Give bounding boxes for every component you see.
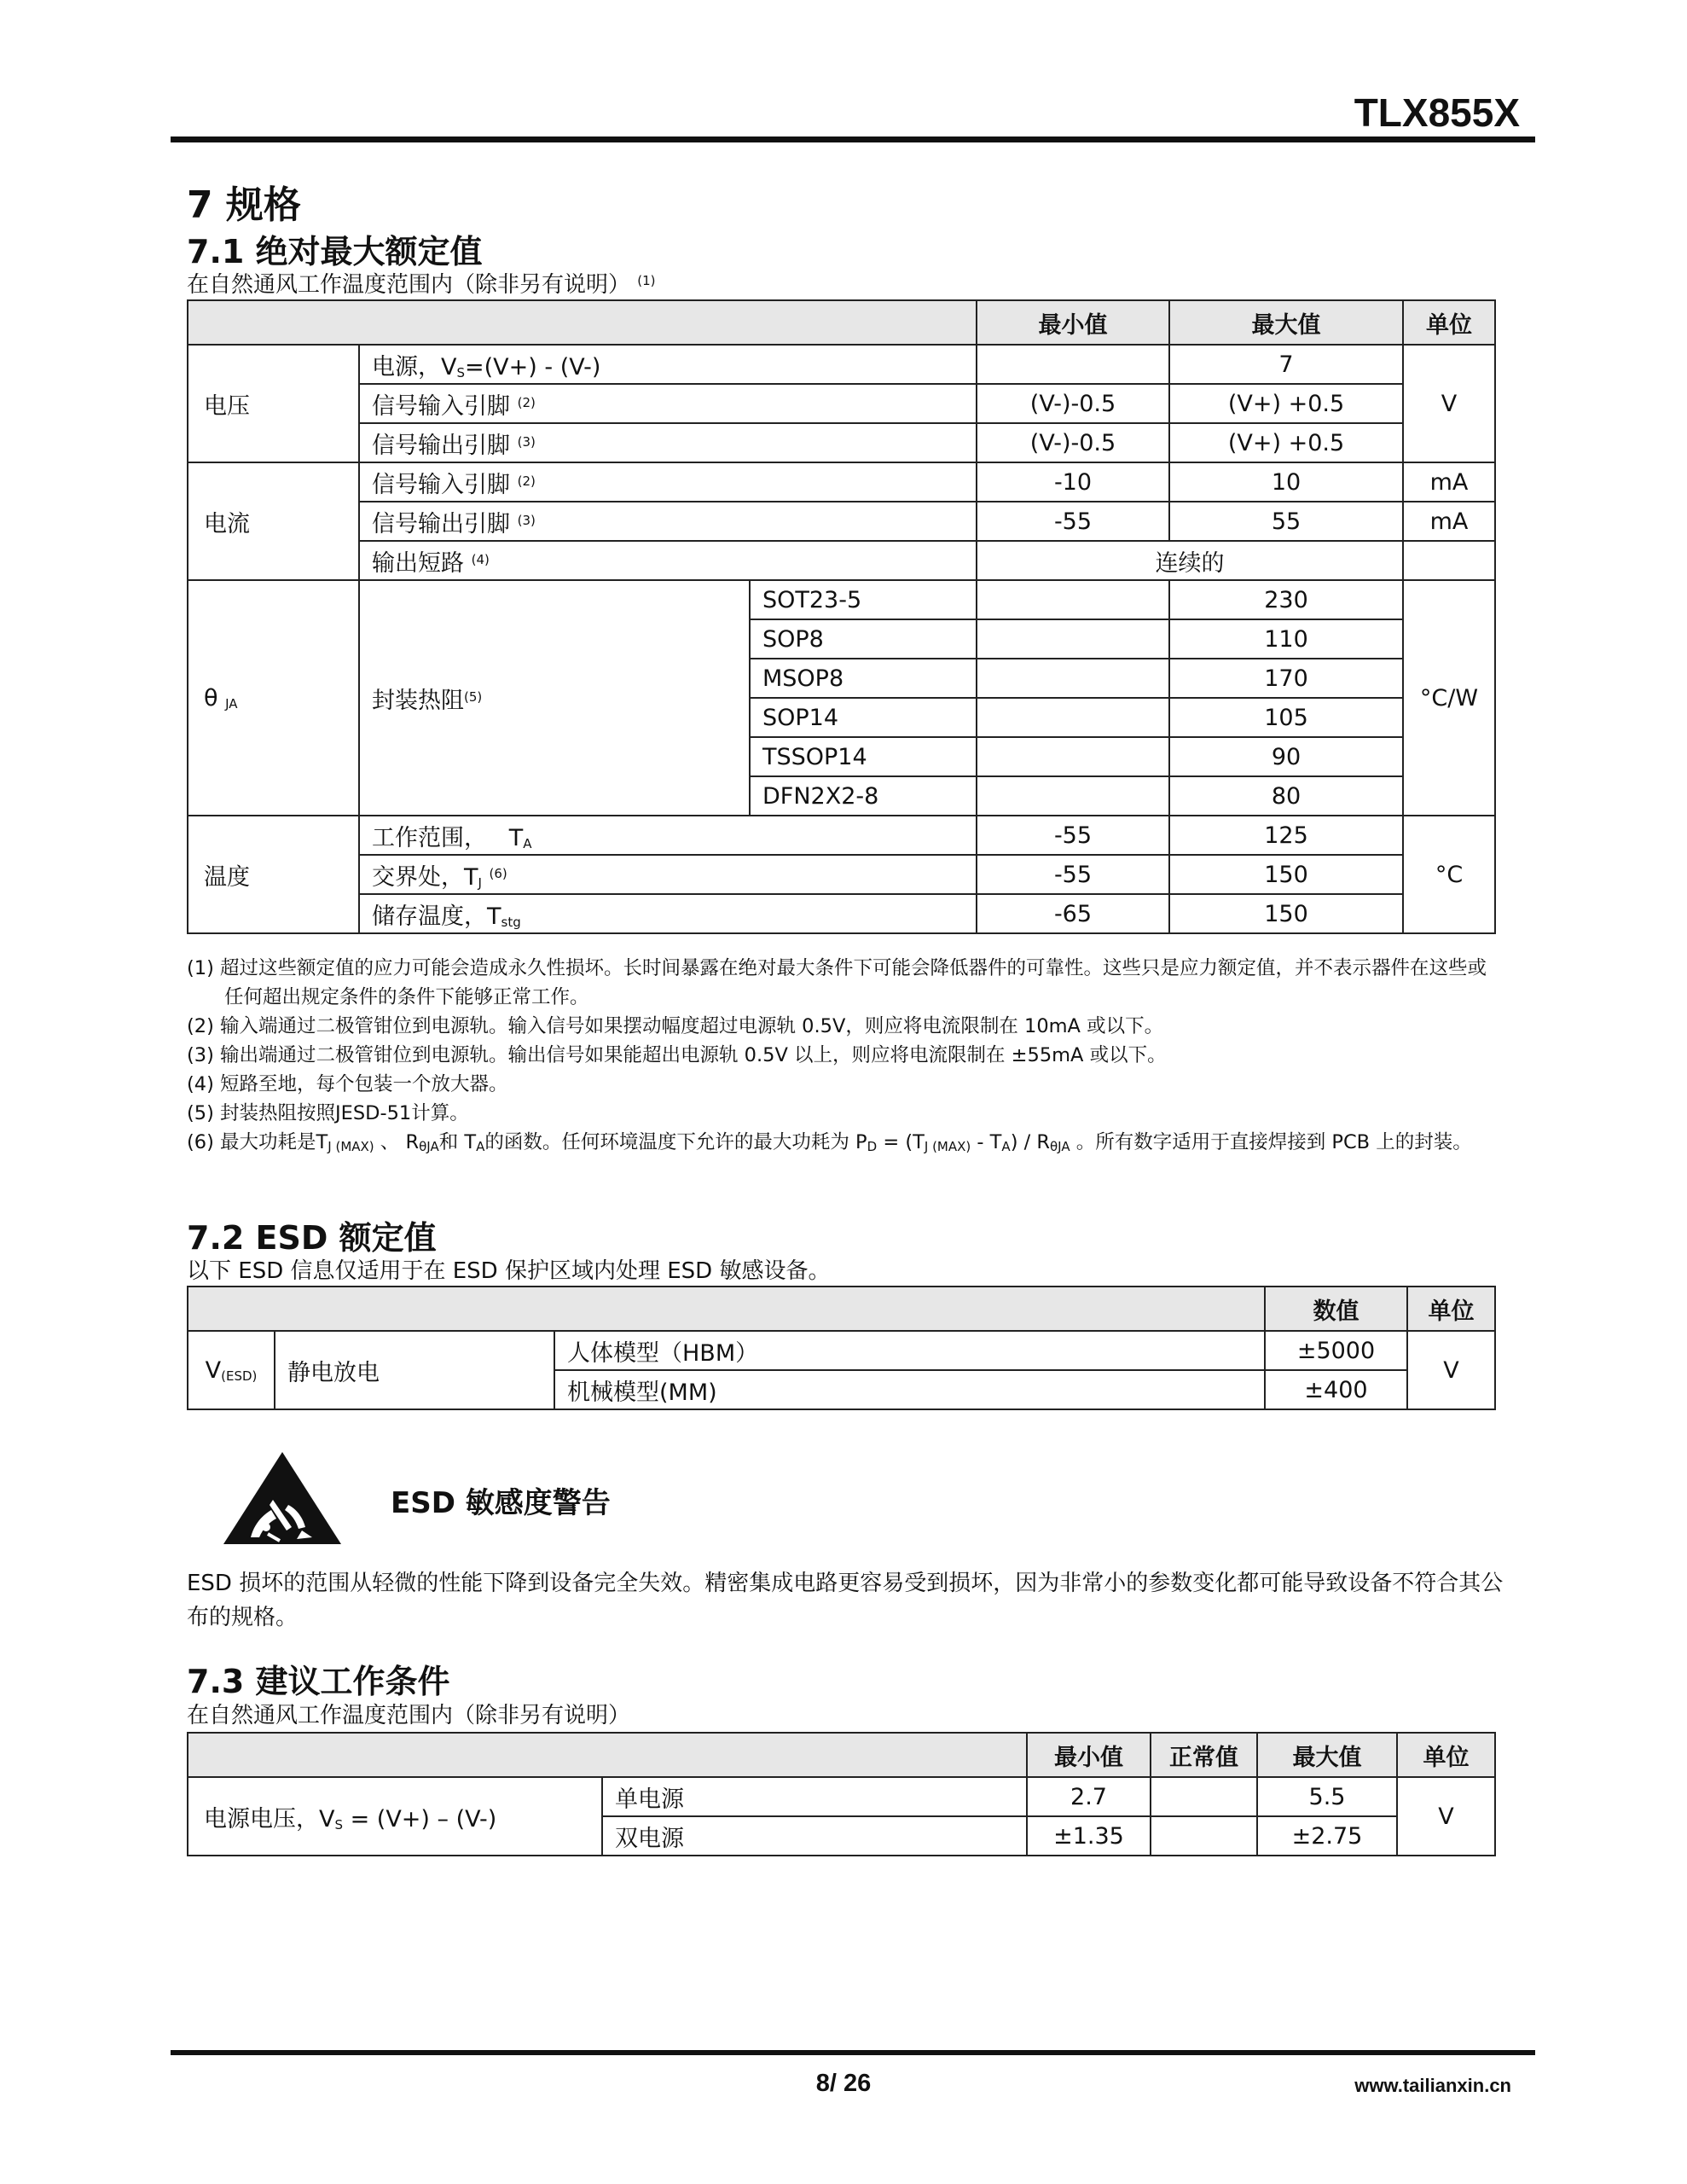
min-value [977, 737, 1169, 776]
table-row [188, 580, 1495, 619]
param-label: 封装热阻$^{(5)}$ [359, 580, 750, 816]
max-value: 10 [1169, 462, 1403, 502]
section-7-3-intro: 在自然通风工作温度范围内（除非另有说明） [187, 1703, 631, 1728]
param-label: 工作范围， $T_A$ [359, 816, 977, 855]
min-value: ±1.35 [1027, 1816, 1151, 1856]
max-value: (V+) +0.5 [1169, 384, 1403, 423]
max-value: 80 [1169, 776, 1403, 816]
table-row [188, 1777, 1495, 1816]
min-value: -55 [977, 816, 1169, 855]
unit-value: °C [1403, 816, 1495, 933]
param-label: 信号输出引脚 $^{(3)}$ [359, 502, 977, 541]
table-row [188, 384, 1495, 423]
subsection-title-7-1: 7.1 绝对最大额定值 [187, 233, 483, 270]
min-value [977, 776, 1169, 816]
param-label: 电源电压，$V_S = (V+) - (V-)$ [188, 1777, 602, 1856]
min-value: -10 [977, 462, 1169, 502]
typ-value [1151, 1816, 1257, 1856]
header-typ: 正常值 [1151, 1733, 1257, 1777]
section-title: 7 规格 [187, 183, 301, 227]
header-blank [188, 1733, 1027, 1777]
max-value: 7 [1169, 345, 1403, 384]
header-unit: 单位 [1407, 1287, 1495, 1331]
footnote-4: (4) 短路至地，每个包装一个放大器。 [187, 1073, 508, 1095]
abs-max-table [187, 299, 1496, 934]
value-continuous: 连续的 [977, 541, 1403, 580]
header-value: 数值 [1265, 1287, 1407, 1331]
param-label: 输出短路 $^{(4)}$ [359, 541, 977, 580]
category-temperature: 温度 [188, 816, 359, 933]
table-row [188, 1331, 1495, 1370]
table-row [188, 345, 1495, 384]
footnote-ref: (1) [637, 273, 656, 288]
esd-model: 人体模型（HBM） [554, 1331, 1265, 1370]
min-value [977, 345, 1169, 384]
category-current: 电流 [188, 462, 359, 580]
table-row [188, 894, 1495, 933]
min-value [977, 698, 1169, 737]
unit-value: mA [1403, 462, 1495, 502]
footnotes [187, 954, 1500, 1161]
unit-value: V [1403, 345, 1495, 462]
table-row [188, 541, 1495, 580]
subsection-title-7-2: 7.2 ESD 额定值 [187, 1219, 437, 1257]
table-header-row [188, 300, 1495, 345]
footnote-3: (3) 输出端通过二极管钳位到电源轨。输出信号如果能超出电源轨 0.5V 以上，则应将电流限制在 ±55mA 或以下。 [187, 1044, 1167, 1066]
footnote-1: (1) 超过这些额定值的应力可能会造成永久性损坏。长时间暴露在绝对最大条件下可能会降低器件的可靠性。这些只是应力额定值，并不表示器件在这些或任何超出规定条件的条件下能够正常工作。 [187, 957, 1487, 1008]
table-header-row [188, 1733, 1495, 1777]
esd-label: 静电放电 [275, 1331, 554, 1409]
unit-value: V [1397, 1777, 1495, 1856]
typ-value [1151, 1777, 1257, 1816]
min-value: -65 [977, 894, 1169, 933]
header-blank [188, 1287, 1265, 1331]
table-row [188, 462, 1495, 502]
table-row [188, 502, 1495, 541]
max-value: 5.5 [1257, 1777, 1397, 1816]
table-header-row [188, 1287, 1495, 1331]
intro-text: 在自然通风工作温度范围内（除非另有说明） [187, 272, 631, 298]
max-value: 55 [1169, 502, 1403, 541]
esd-warning-text: ESD 损坏的范围从轻微的性能下降到设备完全失效。精密集成电路更容易受到损坏，因为非常小的参数变化都可能导致设备不符合其公布的规格。 [187, 1571, 1504, 1630]
header-min: 最小值 [1027, 1733, 1151, 1777]
footer-url[interactable]: www.tailianxin.cn [1354, 2075, 1511, 2096]
min-value: 2.7 [1027, 1777, 1151, 1816]
section-7-1-intro [187, 267, 656, 299]
section-7-2-intro: 以下 ESD 信息仅适用于在 ESD 保护区域内处理 ESD 敏感设备。 [187, 1258, 831, 1284]
param-label: 信号输出引脚 $^{(3)}$ [359, 423, 977, 462]
package-name: MSOP8 [750, 659, 977, 698]
max-value: 110 [1169, 619, 1403, 659]
max-value: 90 [1169, 737, 1403, 776]
min-value: (V-)-0.5 [977, 384, 1169, 423]
page-number: 8/ 26 [815, 2070, 872, 2097]
header-min: 最小值 [977, 300, 1169, 345]
package-name: TSSOP14 [750, 737, 977, 776]
min-value: -55 [977, 855, 1169, 894]
header-max: 最大值 [1257, 1733, 1397, 1777]
header-blank [188, 300, 977, 345]
supply-type: 单电源 [602, 1777, 1027, 1816]
unit-value: °C/W [1403, 580, 1495, 816]
header-unit: 单位 [1403, 300, 1495, 345]
max-value: 150 [1169, 894, 1403, 933]
category-thermal: θ $_{JA}$ [188, 580, 359, 816]
esd-value: ±5000 [1265, 1331, 1407, 1370]
esd-symbol: $V_{(ESD)}$ [188, 1331, 275, 1409]
max-value: 170 [1169, 659, 1403, 698]
supply-type: 双电源 [602, 1816, 1027, 1856]
min-value: -55 [977, 502, 1169, 541]
esd-warning-icon [220, 1449, 345, 1548]
min-value: (V-)-0.5 [977, 423, 1169, 462]
package-name: SOT23-5 [750, 580, 977, 619]
esd-value: ±400 [1265, 1370, 1407, 1409]
max-value: (V+) +0.5 [1169, 423, 1403, 462]
table-row [188, 423, 1495, 462]
unit-value: V [1407, 1331, 1495, 1409]
max-value: 230 [1169, 580, 1403, 619]
table-row [188, 816, 1495, 855]
min-value [977, 619, 1169, 659]
param-label: 信号输入引脚 $^{(2)}$ [359, 462, 977, 502]
unit-empty [1403, 541, 1495, 580]
max-value: 105 [1169, 698, 1403, 737]
header-max: 最大值 [1169, 300, 1403, 345]
header-unit: 单位 [1397, 1733, 1495, 1777]
min-value [977, 580, 1169, 619]
category-voltage: 电压 [188, 345, 359, 462]
max-value: ±2.75 [1257, 1816, 1397, 1856]
header-rule [171, 136, 1535, 142]
footnote-6: (6) 最大功耗是$T_{J (MAX)}$ 、 $R_{\theta JA}$和 $T_A$的函数。任何环境温度下允许的最大功耗为 $P_D = (T_{J (MAX)} - T_A) / R_{\theta JA}$ 。所有数字适用于直接焊接到 PCB 上的封装。 [187, 1131, 1472, 1154]
package-name: SOP8 [750, 619, 977, 659]
footnote-2: (2) 输入端通过二极管钳位到电源轨。输入信号如果摆动幅度超过电源轨 0.5V，则应将电流限制在 10mA 或以下。 [187, 1015, 1164, 1037]
footer-rule [171, 2050, 1535, 2055]
recommended-conditions-table [187, 1732, 1496, 1856]
esd-model: 机械模型(MM) [554, 1370, 1265, 1409]
max-value: 150 [1169, 855, 1403, 894]
package-name: SOP14 [750, 698, 977, 737]
min-value [977, 659, 1169, 698]
subsection-title-7-3: 7.3 建议工作条件 [187, 1663, 450, 1700]
param-label: 信号输入引脚 $^{(2)}$ [359, 384, 977, 423]
param-label: 储存温度，$T_{stg}$ [359, 894, 977, 933]
footnote-5: (5) 封装热阻按照JESD-51计算。 [187, 1102, 469, 1124]
esd-warning-title: ESD 敏感度警告 [391, 1486, 611, 1520]
esd-table [187, 1286, 1496, 1410]
param-label: 交界处，$T_J$ $^{(6)}$ [359, 855, 977, 894]
package-name: DFN2X2-8 [750, 776, 977, 816]
param-label: 电源，$V_S=(V+) - (V-)$ [359, 345, 977, 384]
doc-header-title: TLX855X [1354, 90, 1520, 135]
unit-value: mA [1403, 502, 1495, 541]
max-value: 125 [1169, 816, 1403, 855]
table-row [188, 855, 1495, 894]
